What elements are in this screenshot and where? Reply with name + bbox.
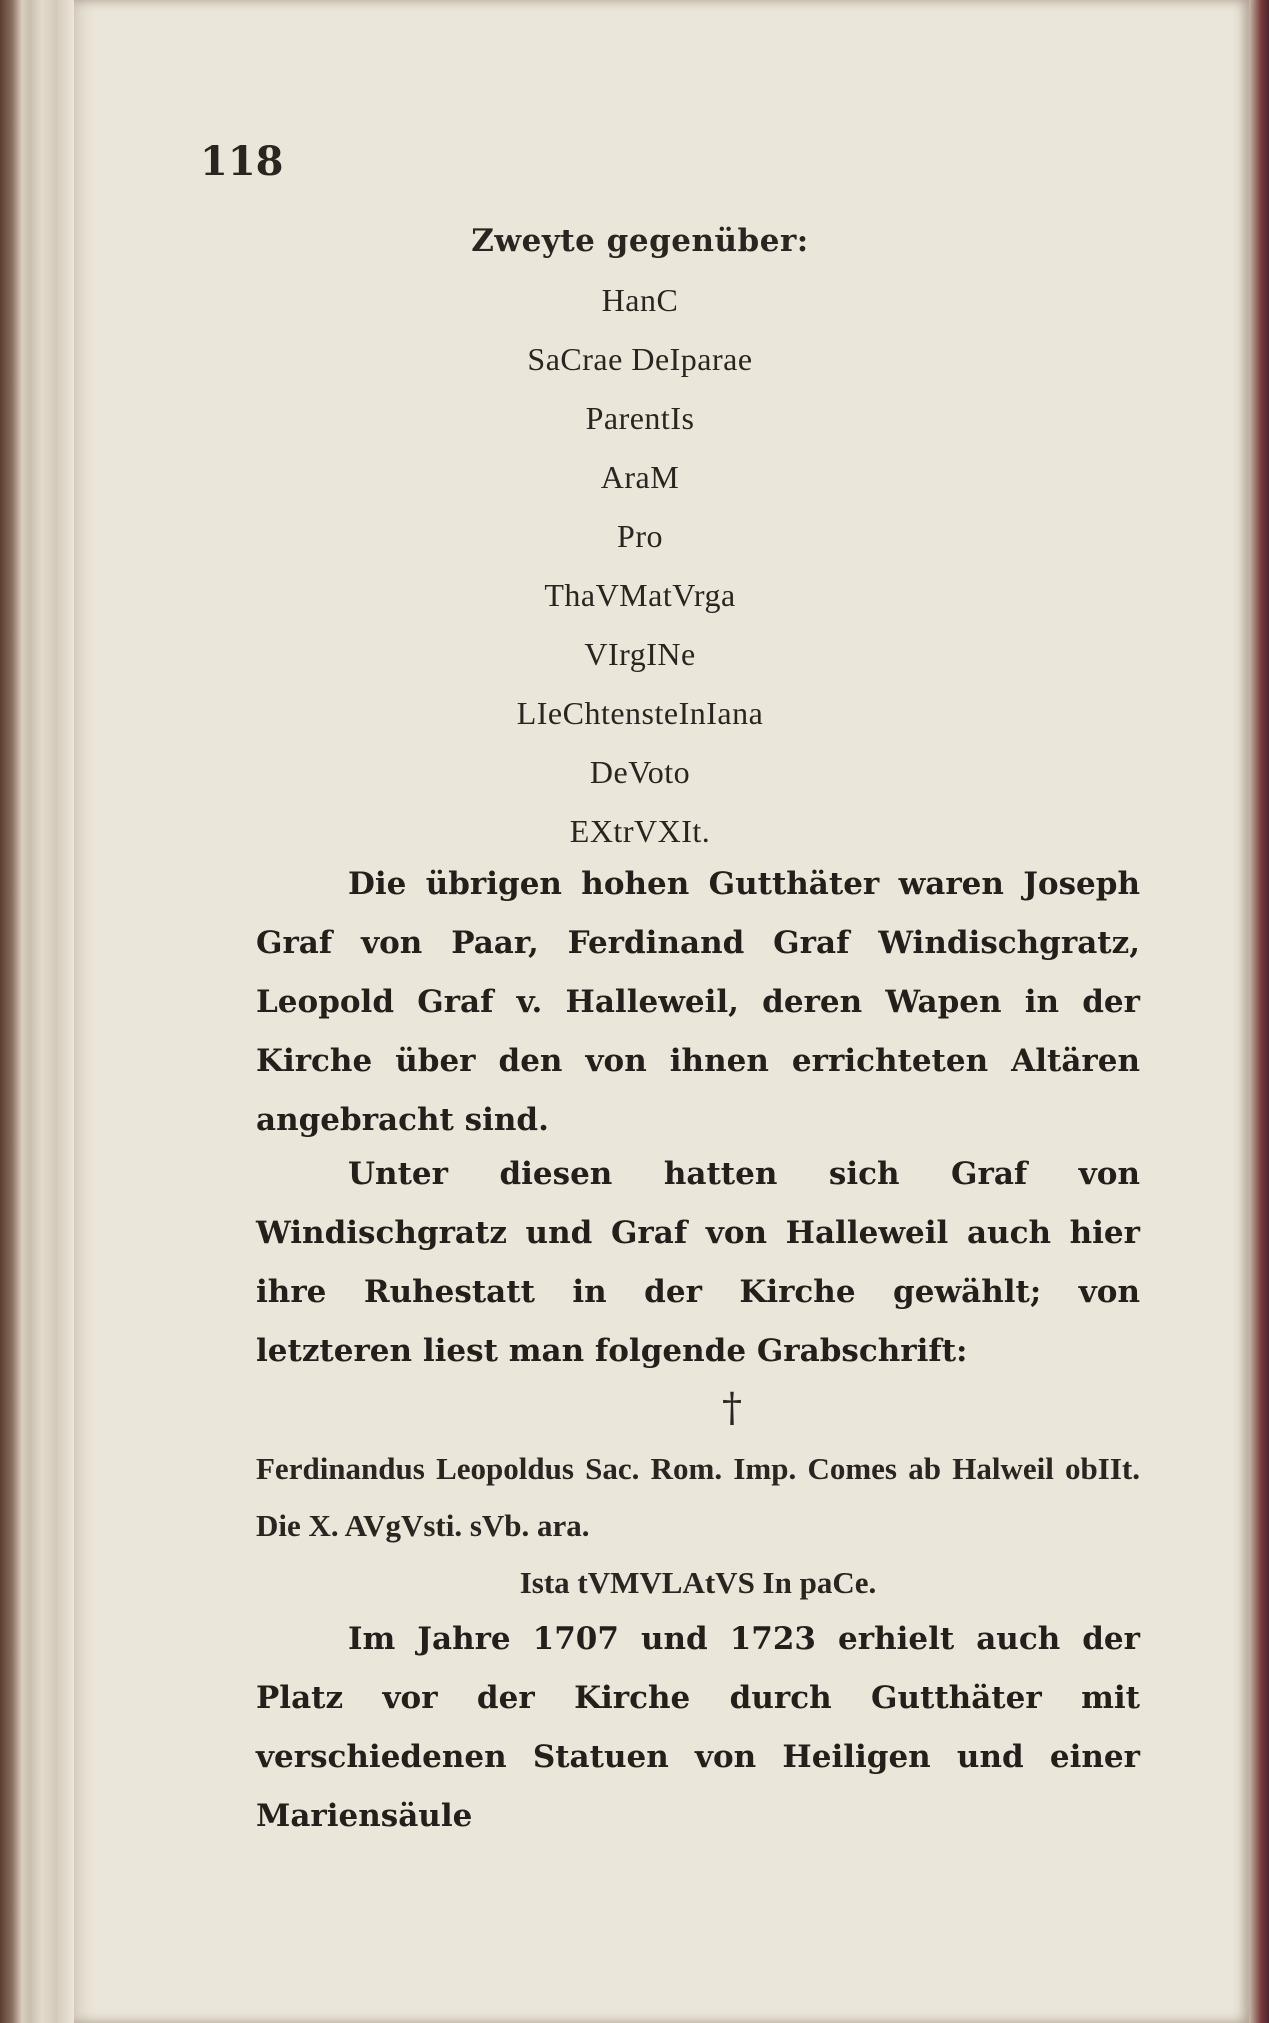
inscription-line: HanC xyxy=(601,282,679,318)
inscription-line: Pro xyxy=(617,518,663,554)
cross-symbol: † xyxy=(722,1385,742,1431)
book-cover-edge xyxy=(1249,0,1269,2023)
inscription-line: ParentIs xyxy=(585,400,695,436)
epitaph-text: Ferdinandus Leopoldus Sac. Rom. Imp. Comes ab Halweil obIIt. Die X. AVgVsti. sVb. ara. xyxy=(256,1451,1140,1543)
paragraph-benefactors xyxy=(256,855,1140,1150)
paragraph-text: Im Jahre 1707 und 1723 erhielt auch der Platz vor der Kirche durch Gutthäter mit verschiedenen Statuen von Heiligen und einer Mariensäule xyxy=(256,1621,1140,1834)
inscription-line: LIeChtensteInIana xyxy=(516,695,764,731)
inscription-line: VIrgINe xyxy=(584,636,696,672)
epitaph xyxy=(256,1440,1140,1611)
page-number: 118 xyxy=(200,138,284,185)
inscription-line: AraM xyxy=(600,459,680,495)
inscription-line: EXtrVXIt. xyxy=(569,813,711,849)
inscription-line: SaCrae DeIparae xyxy=(527,341,753,377)
paragraph-text: Die übrigen hohen Gutthäter waren Joseph Graf von Paar, Ferdinand Graf Windischgratz, Leopold Graf v. Halleweil, deren Wapen in der Kirche über den von ihnen errichteten Altären angebracht sind. xyxy=(256,866,1140,1138)
inscription-line: ThaVMatVrga xyxy=(544,577,736,613)
epitaph-closing: Ista tVMVLAtVS In paCe. xyxy=(519,1565,877,1600)
paragraph-text: Unter diesen hatten sich Graf von Windischgratz und Graf von Halleweil auch hier ihre Ruhestatt in der Kirche gewählt; von letzteren liest man folgende Grabschrift: xyxy=(256,1156,1140,1369)
inscription-line: DeVoto xyxy=(589,754,691,790)
paragraph-burial xyxy=(256,1145,1140,1381)
paragraph-square xyxy=(256,1610,1140,1846)
book-page xyxy=(74,0,1249,2023)
latin-inscription xyxy=(260,212,1020,861)
inscription-heading: Zweyte gegenüber: xyxy=(471,223,809,259)
